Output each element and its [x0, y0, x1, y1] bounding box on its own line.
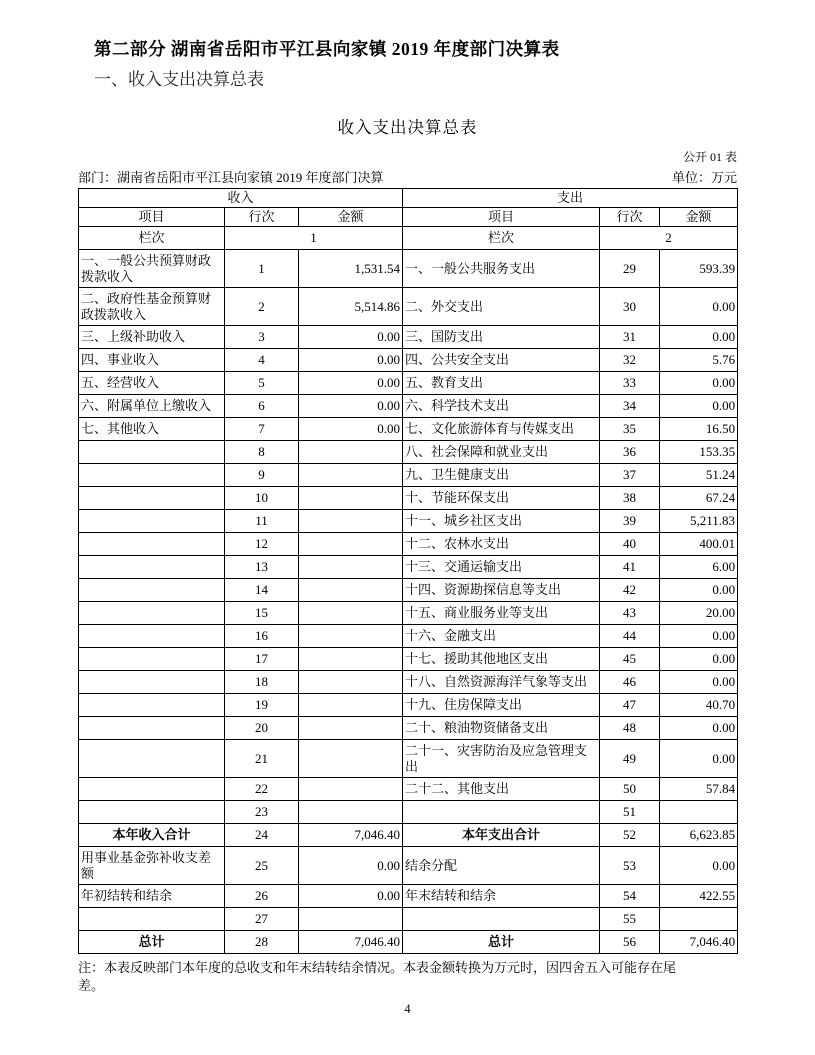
expense-amount-cell: 40.70 [660, 694, 738, 717]
expense-amount-cell: 0.00 [660, 395, 738, 418]
expense-item-cell: 十三、交通运输支出 [403, 556, 600, 579]
expense-rownum-cell: 29 [600, 250, 660, 288]
expense-rownum-cell: 42 [600, 579, 660, 602]
income-item-cell: 一、一般公共预算财政拨款收入 [79, 250, 225, 288]
expense-item-cell [403, 908, 600, 931]
income-amount-cell [299, 625, 403, 648]
public-table-code: 公开 01 表 [682, 150, 737, 164]
income-amount-cell [299, 556, 403, 579]
expense-rownum-cell: 32 [600, 349, 660, 372]
expense-amount-cell: 7,046.40 [660, 931, 738, 954]
income-item-cell [79, 464, 225, 487]
income-amount-cell [299, 671, 403, 694]
expense-item-cell: 一、一般公共服务支出 [403, 250, 600, 288]
table-row [79, 464, 738, 487]
income-amount-cell: 7,046.40 [299, 824, 403, 847]
expense-rownum-cell: 55 [600, 908, 660, 931]
expense-item-cell: 二十、粮油物资储备支出 [403, 717, 600, 740]
income-item-cell [79, 908, 225, 931]
expense-amount-cell: 400.01 [660, 533, 738, 556]
table-row [79, 487, 738, 510]
expense-lanci-label: 栏次 [403, 227, 600, 250]
table-row [79, 625, 738, 648]
income-rownum-cell: 23 [225, 801, 299, 824]
income-item-cell [79, 778, 225, 801]
table-row [79, 847, 738, 885]
income-amount-cell: 1,531.54 [299, 250, 403, 288]
expense-amount-cell [660, 801, 738, 824]
income-rownum-cell: 15 [225, 602, 299, 625]
table-row [79, 441, 738, 464]
expense-rownum-cell: 56 [600, 931, 660, 954]
income-rownum-cell: 22 [225, 778, 299, 801]
income-item-cell [79, 602, 225, 625]
income-rownum-cell: 26 [225, 885, 299, 908]
table-row [79, 801, 738, 824]
expense-amount-cell: 0.00 [660, 671, 738, 694]
income-rownum-cell: 25 [225, 847, 299, 885]
expense-rownum-cell: 52 [600, 824, 660, 847]
income-rownum-cell: 14 [225, 579, 299, 602]
table-row [79, 349, 738, 372]
expense-item-cell: 二十二、其他支出 [403, 778, 600, 801]
table-row [79, 533, 738, 556]
income-rownum-cell: 21 [225, 740, 299, 778]
expense-rownum-cell: 50 [600, 778, 660, 801]
expense-item-cell: 九、卫生健康支出 [403, 464, 600, 487]
meta-line [78, 167, 737, 186]
income-rownum-cell: 1 [225, 250, 299, 288]
income-amount-cell: 0.00 [299, 885, 403, 908]
expense-item-cell [403, 801, 600, 824]
income-amount-cell: 0.00 [299, 349, 403, 372]
expense-lanci-value: 2 [600, 227, 738, 250]
table-row [79, 395, 738, 418]
expense-rownum-cell: 43 [600, 602, 660, 625]
expense-rownum-cell: 54 [600, 885, 660, 908]
income-amount-cell [299, 579, 403, 602]
income-item-cell [79, 801, 225, 824]
income-amount-header: 金额 [299, 208, 403, 227]
income-item-cell: 用事业基金弥补收支差额 [79, 847, 225, 885]
income-amount-cell [299, 694, 403, 717]
expense-amount-cell: 0.00 [660, 372, 738, 395]
expense-rownum-cell: 36 [600, 441, 660, 464]
income-rownum-cell: 12 [225, 533, 299, 556]
income-amount-cell: 0.00 [299, 326, 403, 349]
expense-amount-cell: 6,623.85 [660, 824, 738, 847]
income-item-cell [79, 740, 225, 778]
income-lanci-value: 1 [225, 227, 403, 250]
income-item-cell: 总计 [79, 931, 225, 954]
table-row [79, 717, 738, 740]
table-row [79, 694, 738, 717]
expense-amount-cell: 0.00 [660, 740, 738, 778]
income-item-cell: 年初结转和结余 [79, 885, 225, 908]
expense-item-cell: 年末结转和结余 [403, 885, 600, 908]
page-number: 4 [404, 1002, 411, 1016]
income-amount-cell [299, 801, 403, 824]
expense-rownum-cell: 46 [600, 671, 660, 694]
expense-item-cell: 总计 [403, 931, 600, 954]
income-rownum-cell: 8 [225, 441, 299, 464]
income-amount-cell: 5,514.86 [299, 288, 403, 326]
income-amount-cell [299, 464, 403, 487]
income-item-cell: 本年收入合计 [79, 824, 225, 847]
income-rownum-cell: 6 [225, 395, 299, 418]
income-item-cell: 五、经营收入 [79, 372, 225, 395]
income-item-cell: 二、政府性基金预算财政拨款收入 [79, 288, 225, 326]
income-amount-cell [299, 778, 403, 801]
expense-rownum-cell: 51 [600, 801, 660, 824]
expense-item-cell: 十七、援助其他地区支出 [403, 648, 600, 671]
expense-amount-cell: 67.24 [660, 487, 738, 510]
expense-amount-cell: 51.24 [660, 464, 738, 487]
table-row [79, 250, 738, 288]
expense-amount-cell: 0.00 [660, 648, 738, 671]
expense-amount-cell: 5.76 [660, 349, 738, 372]
expense-rownum-cell: 45 [600, 648, 660, 671]
income-amount-cell [299, 441, 403, 464]
department-label: 部门：湖南省岳阳市平江县向家镇 2019 年度部门决算 [78, 170, 384, 185]
expense-item-cell: 十二、农林水支出 [403, 533, 600, 556]
expense-amount-cell: 6.00 [660, 556, 738, 579]
table-header-row-columns [79, 208, 738, 227]
expense-item-cell: 十六、金融支出 [403, 625, 600, 648]
expense-rownum-cell: 30 [600, 288, 660, 326]
expense-amount-cell: 0.00 [660, 847, 738, 885]
income-amount-cell: 0.00 [299, 372, 403, 395]
expense-rownum-cell: 31 [600, 326, 660, 349]
income-rownum-cell: 10 [225, 487, 299, 510]
expense-item-cell: 本年支出合计 [403, 824, 600, 847]
income-item-cell [79, 625, 225, 648]
income-rownum-cell: 5 [225, 372, 299, 395]
income-rownum-cell: 9 [225, 464, 299, 487]
income-rownum-cell: 19 [225, 694, 299, 717]
expense-rownum-cell: 44 [600, 625, 660, 648]
table-header-row-lanci [79, 227, 738, 250]
expense-amount-cell: 0.00 [660, 288, 738, 326]
income-rownum-cell: 3 [225, 326, 299, 349]
income-amount-cell [299, 740, 403, 778]
income-item-cell [79, 694, 225, 717]
table-row [79, 326, 738, 349]
income-rownum-cell: 17 [225, 648, 299, 671]
table-row [79, 556, 738, 579]
income-item-cell [79, 579, 225, 602]
expense-rownum-cell: 33 [600, 372, 660, 395]
expense-amount-cell: 422.55 [660, 885, 738, 908]
table-title: 收入支出决算总表 [337, 118, 478, 137]
table-subheading: 一、收入支出决算总表 [94, 70, 264, 89]
expense-rownum-cell: 53 [600, 847, 660, 885]
expense-amount-cell: 20.00 [660, 602, 738, 625]
table-note: 注：本表反映部门本年度的总收支和年末结转结余情况。本表金额转换为万元时，因四舍五入可能存在尾差。 [78, 960, 677, 993]
expense-rownum-cell: 37 [600, 464, 660, 487]
income-rownum-cell: 7 [225, 418, 299, 441]
table-row [79, 418, 738, 441]
unit-label: 单位：万元 [671, 170, 737, 185]
expense-rownum-cell: 35 [600, 418, 660, 441]
income-item-cell [79, 441, 225, 464]
table-row [79, 648, 738, 671]
expense-rownum-cell: 47 [600, 694, 660, 717]
table-row [79, 288, 738, 326]
expense-item-cell: 结余分配 [403, 847, 600, 885]
table-body [79, 250, 738, 954]
income-item-cell [79, 671, 225, 694]
income-rownum-cell: 27 [225, 908, 299, 931]
expense-rownum-header: 行次 [600, 208, 660, 227]
expense-item-cell: 五、教育支出 [403, 372, 600, 395]
expense-amount-cell: 0.00 [660, 717, 738, 740]
income-rownum-cell: 24 [225, 824, 299, 847]
income-rownum-cell: 13 [225, 556, 299, 579]
income-lanci-label: 栏次 [79, 227, 225, 250]
expense-amount-cell [660, 908, 738, 931]
income-amount-cell: 0.00 [299, 418, 403, 441]
income-item-cell: 三、上级补助收入 [79, 326, 225, 349]
expense-item-cell: 十、节能环保支出 [403, 487, 600, 510]
expense-rownum-cell: 40 [600, 533, 660, 556]
expense-item-cell: 六、科学技术支出 [403, 395, 600, 418]
table-row [79, 602, 738, 625]
income-rownum-header: 行次 [225, 208, 299, 227]
income-amount-cell [299, 602, 403, 625]
table-row [79, 579, 738, 602]
expense-rownum-cell: 34 [600, 395, 660, 418]
expense-item-cell: 三、国防支出 [403, 326, 600, 349]
table-row [79, 931, 738, 954]
income-rownum-cell: 28 [225, 931, 299, 954]
income-amount-cell: 0.00 [299, 395, 403, 418]
expense-rownum-cell: 39 [600, 510, 660, 533]
expense-item-cell: 十九、住房保障支出 [403, 694, 600, 717]
expense-amount-cell: 57.84 [660, 778, 738, 801]
expense-rownum-cell: 49 [600, 740, 660, 778]
expense-item-cell: 七、文化旅游体育与传媒支出 [403, 418, 600, 441]
expense-amount-cell: 5,211.83 [660, 510, 738, 533]
table-row [79, 824, 738, 847]
income-amount-cell [299, 533, 403, 556]
expense-amount-cell: 0.00 [660, 625, 738, 648]
income-item-cell [79, 556, 225, 579]
table-row [79, 885, 738, 908]
income-rownum-cell: 16 [225, 625, 299, 648]
income-rownum-cell: 2 [225, 288, 299, 326]
income-rownum-cell: 18 [225, 671, 299, 694]
table-row [79, 908, 738, 931]
income-item-cell: 六、附属单位上缴收入 [79, 395, 225, 418]
expense-item-cell: 十一、城乡社区支出 [403, 510, 600, 533]
table-row [79, 740, 738, 778]
expense-item-cell: 二、外交支出 [403, 288, 600, 326]
income-rownum-cell: 11 [225, 510, 299, 533]
expense-item-cell: 八、社会保障和就业支出 [403, 441, 600, 464]
income-section-header: 收入 [79, 189, 403, 208]
income-item-cell [79, 533, 225, 556]
expense-rownum-cell: 38 [600, 487, 660, 510]
expense-amount-header: 金额 [660, 208, 738, 227]
expense-item-cell: 十五、商业服务业等支出 [403, 602, 600, 625]
table-row [79, 372, 738, 395]
income-item-header: 项目 [79, 208, 225, 227]
expense-amount-cell: 593.39 [660, 250, 738, 288]
income-rownum-cell: 20 [225, 717, 299, 740]
income-item-cell [79, 510, 225, 533]
income-amount-cell: 7,046.40 [299, 931, 403, 954]
income-amount-cell [299, 717, 403, 740]
expense-rownum-cell: 48 [600, 717, 660, 740]
income-amount-cell [299, 908, 403, 931]
income-amount-cell [299, 510, 403, 533]
expense-amount-cell: 0.00 [660, 579, 738, 602]
expense-amount-cell: 153.35 [660, 441, 738, 464]
income-amount-cell [299, 487, 403, 510]
income-item-cell: 七、其他收入 [79, 418, 225, 441]
expense-item-cell: 二十一、灾害防治及应急管理支出 [403, 740, 600, 778]
table-row [79, 778, 738, 801]
expense-item-cell: 四、公共安全支出 [403, 349, 600, 372]
income-item-cell [79, 487, 225, 510]
expense-item-cell: 十四、资源勘探信息等支出 [403, 579, 600, 602]
income-item-cell [79, 717, 225, 740]
income-amount-cell [299, 648, 403, 671]
expense-section-header: 支出 [403, 189, 738, 208]
expense-amount-cell: 16.50 [660, 418, 738, 441]
expense-item-cell: 十八、自然资源海洋气象等支出 [403, 671, 600, 694]
income-expense-table [78, 188, 738, 954]
income-item-cell: 四、事业收入 [79, 349, 225, 372]
income-amount-cell: 0.00 [299, 847, 403, 885]
expense-item-header: 项目 [403, 208, 600, 227]
table-header-row-sections [79, 189, 738, 208]
table-row [79, 510, 738, 533]
expense-amount-cell: 0.00 [660, 326, 738, 349]
table-row [79, 671, 738, 694]
income-item-cell [79, 648, 225, 671]
income-rownum-cell: 4 [225, 349, 299, 372]
section-heading: 第二部分 湖南省岳阳市平江县向家镇 2019 年度部门决算表 [94, 39, 560, 59]
expense-rownum-cell: 41 [600, 556, 660, 579]
